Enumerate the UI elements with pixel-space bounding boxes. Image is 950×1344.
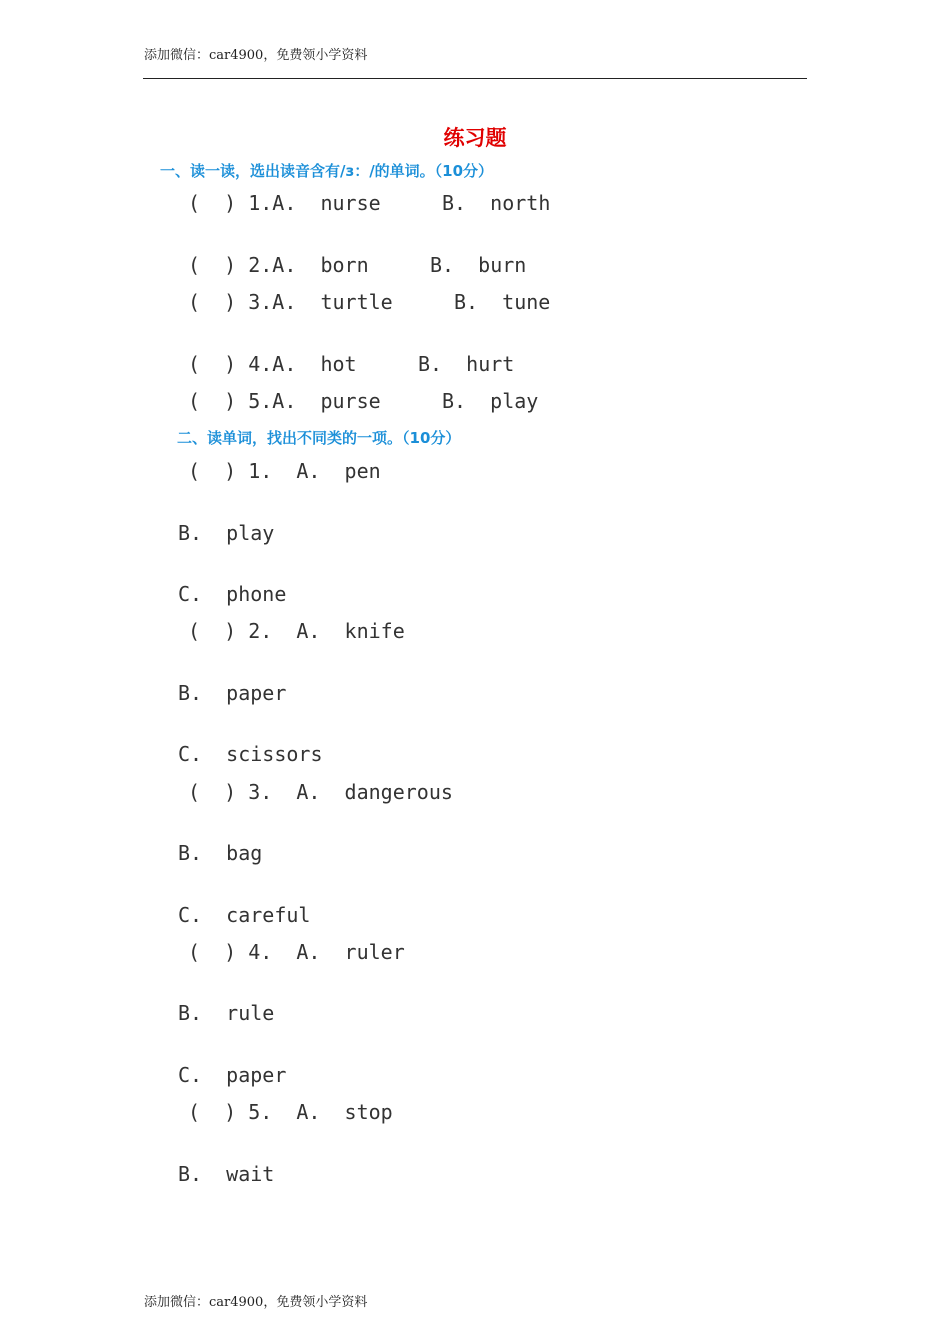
s1-q1-right: B. north — [442, 191, 551, 215]
s2-q1-option-c: C. phone — [178, 582, 287, 606]
page-header: 添加微信：car4900，免费领小学资料 — [144, 48, 368, 63]
s1-q1-left: ( ) 1.A. nurse — [188, 191, 381, 215]
s2-q3-option-c: C. careful — [178, 903, 311, 927]
s1-q5-right: B. play — [442, 389, 539, 413]
s2-q2-option-c: C. scissors — [178, 742, 323, 766]
page-title: 练习题 — [443, 126, 507, 150]
s1-q4-right: B. hurt — [418, 352, 515, 376]
s2-q5-option-a: ( ) 5. A. stop — [188, 1100, 393, 1124]
s2-q2-option-a: ( ) 2. A. knife — [188, 619, 405, 643]
s2-q1-option-b: B. play — [178, 521, 275, 545]
s1-q2-left: ( ) 2.A. born — [188, 253, 369, 277]
s2-q2-option-b: B. paper — [178, 681, 287, 705]
s1-q3-left: ( ) 3.A. turtle — [188, 290, 393, 314]
s2-q4-option-c: C. paper — [178, 1063, 287, 1087]
s2-q4-option-b: B. rule — [178, 1001, 275, 1025]
section-2-heading: 二、读单词，找出不同类的一项。（10分） — [177, 429, 461, 447]
s2-q3-option-a: ( ) 3. A. dangerous — [188, 780, 453, 804]
section-1-heading: 一、读一读，选出读音含有/з：/的单词。（10分） — [160, 162, 494, 180]
s1-q3-right: B. tune — [454, 290, 551, 314]
s1-q2-right: B. burn — [430, 253, 527, 277]
header-divider — [143, 78, 807, 79]
s2-q3-option-b: B. bag — [178, 841, 263, 865]
s2-q4-option-a: ( ) 4. A. ruler — [188, 940, 405, 964]
s2-q5-option-b: B. wait — [178, 1162, 275, 1186]
s2-q1-option-a: ( ) 1. A. pen — [188, 459, 381, 483]
s1-q4-left: ( ) 4.A. hot — [188, 352, 357, 376]
s1-q5-left: ( ) 5.A. purse — [188, 389, 381, 413]
page-footer: 添加微信：car4900，免费领小学资料 — [144, 1295, 368, 1310]
